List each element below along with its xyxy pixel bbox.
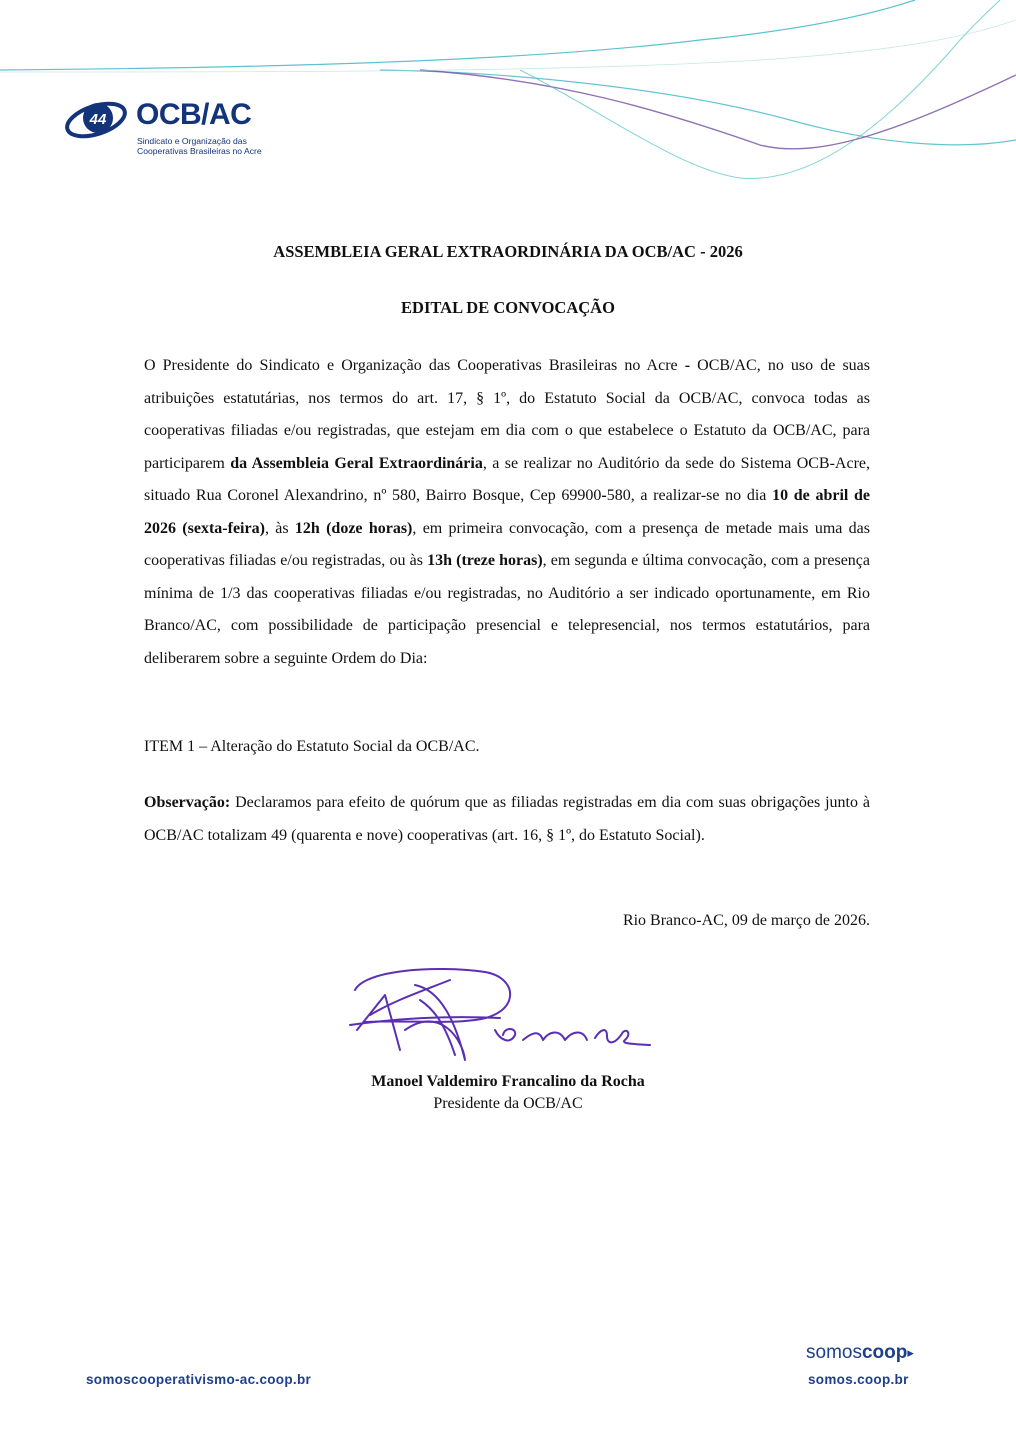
observation-paragraph: [144, 787, 870, 852]
para-bold-date: 10 de abril de 2026 (sexta-feira): [144, 487, 871, 537]
convocation-paragraph: [144, 350, 870, 675]
para-text-7: , em segunda e última convocação, com a presença mínima de 1/3 das cooperativas filiadas e/ou registradas, no Auditório a ser indicado oportunamente, em Rio Branco/AC, com possibilidade de participação presencial e telepresencial, nos termos estatutários, para deliberarem sobre a seguinte Ordem do Dia:: [144, 552, 870, 667]
wave-line-purple: [420, 70, 1016, 149]
logo-subtitle: [137, 136, 287, 156]
logo-subtitle-line2: Cooperativas Brasileiras no Acre: [137, 146, 262, 156]
brand-arrow-icon: ▸: [907, 1344, 914, 1360]
observation-text: Declaramos para efeito de quórum que as filiadas registradas em dia com suas obrigações junto à OCB/AC totalizam 49 (quarenta e nove) cooperativas (art. 16, § 1º, do Estatuto Social).: [144, 794, 870, 844]
logo-subtitle-line1: Sindicato e Organização das: [137, 136, 247, 146]
brand-suffix: coop: [861, 1342, 908, 1363]
observation-label: Observação:: [144, 794, 231, 811]
para-text-5: , às: [264, 519, 295, 537]
wave-line-teal: [0, 0, 915, 70]
para-text-4: 580, a realizar-se no dia: [606, 487, 773, 504]
handwritten-signature: [345, 960, 665, 1070]
para-text-2: OCB/AC, no uso de suas atribuições estatutárias, nos termos do art. 17, § 1º, do Estatuto Social da OCB/AC, convoca todas as cooperativas filiadas e/ou registradas, que estejam em dia com o que estabelece o Estatuto da OCB/AC, para participarem: [144, 357, 870, 472]
para-text-3: , a se realizar no Auditório da sede do Sistema OCB-Acre, situado Rua Coronel Alexandrino, nº 580, Bairro Bosque, Cep 69900: [144, 454, 871, 504]
para-bold-dash: -: [601, 487, 607, 504]
para-bold-first-time: 12h (doze horas): [294, 519, 413, 537]
para-bold-1: -: [684, 357, 691, 374]
wave-line-teal-arc: [520, 0, 1000, 178]
signer-name: Manoel Valdemiro Francalino da Rocha: [371, 1073, 645, 1090]
document-subtitle: EDITAL DE CONVOCAÇÃO: [401, 298, 615, 317]
agenda-item-1: ITEM 1 – Alteração do Estatuto Social da OCB/AC.: [144, 738, 480, 755]
logo-title: OCB/AC: [136, 98, 252, 131]
footer-website-link-left[interactable]: somoscooperativismo-ac.coop.br: [86, 1372, 312, 1387]
logo-mark-text: 44: [89, 111, 107, 128]
brand-prefix: somos: [806, 1342, 862, 1363]
wave-line-teal-lower: [380, 70, 1016, 145]
somoscoop-brand-logo: [806, 1342, 914, 1364]
document-title: ASSEMBLEIA GERAL EXTRAORDINÁRIA DA OCB/AC - 2026: [273, 242, 743, 261]
ocb-logo-icon: [62, 96, 134, 142]
para-bold-second-time: 13h (treze horas): [427, 552, 543, 569]
para-bold-assembly: da Assembleia Geral Extraordinária: [230, 454, 483, 472]
para-text-1: O Presidente do Sindicato e Organização das Cooperativas Brasileiras no Acre: [144, 357, 685, 374]
wave-line-faint: [0, 20, 1016, 72]
para-text-6: , em primeira convocação, com a presença de metade mais uma das cooperativas filiadas e/ou registradas, ou às: [144, 519, 871, 569]
signer-role: Presidente da OCB/AC: [433, 1095, 583, 1112]
footer-website-link-right[interactable]: somos.coop.br: [808, 1372, 909, 1387]
place-and-date: Rio Branco-AC, 09 de março de 2026.: [622, 912, 870, 929]
